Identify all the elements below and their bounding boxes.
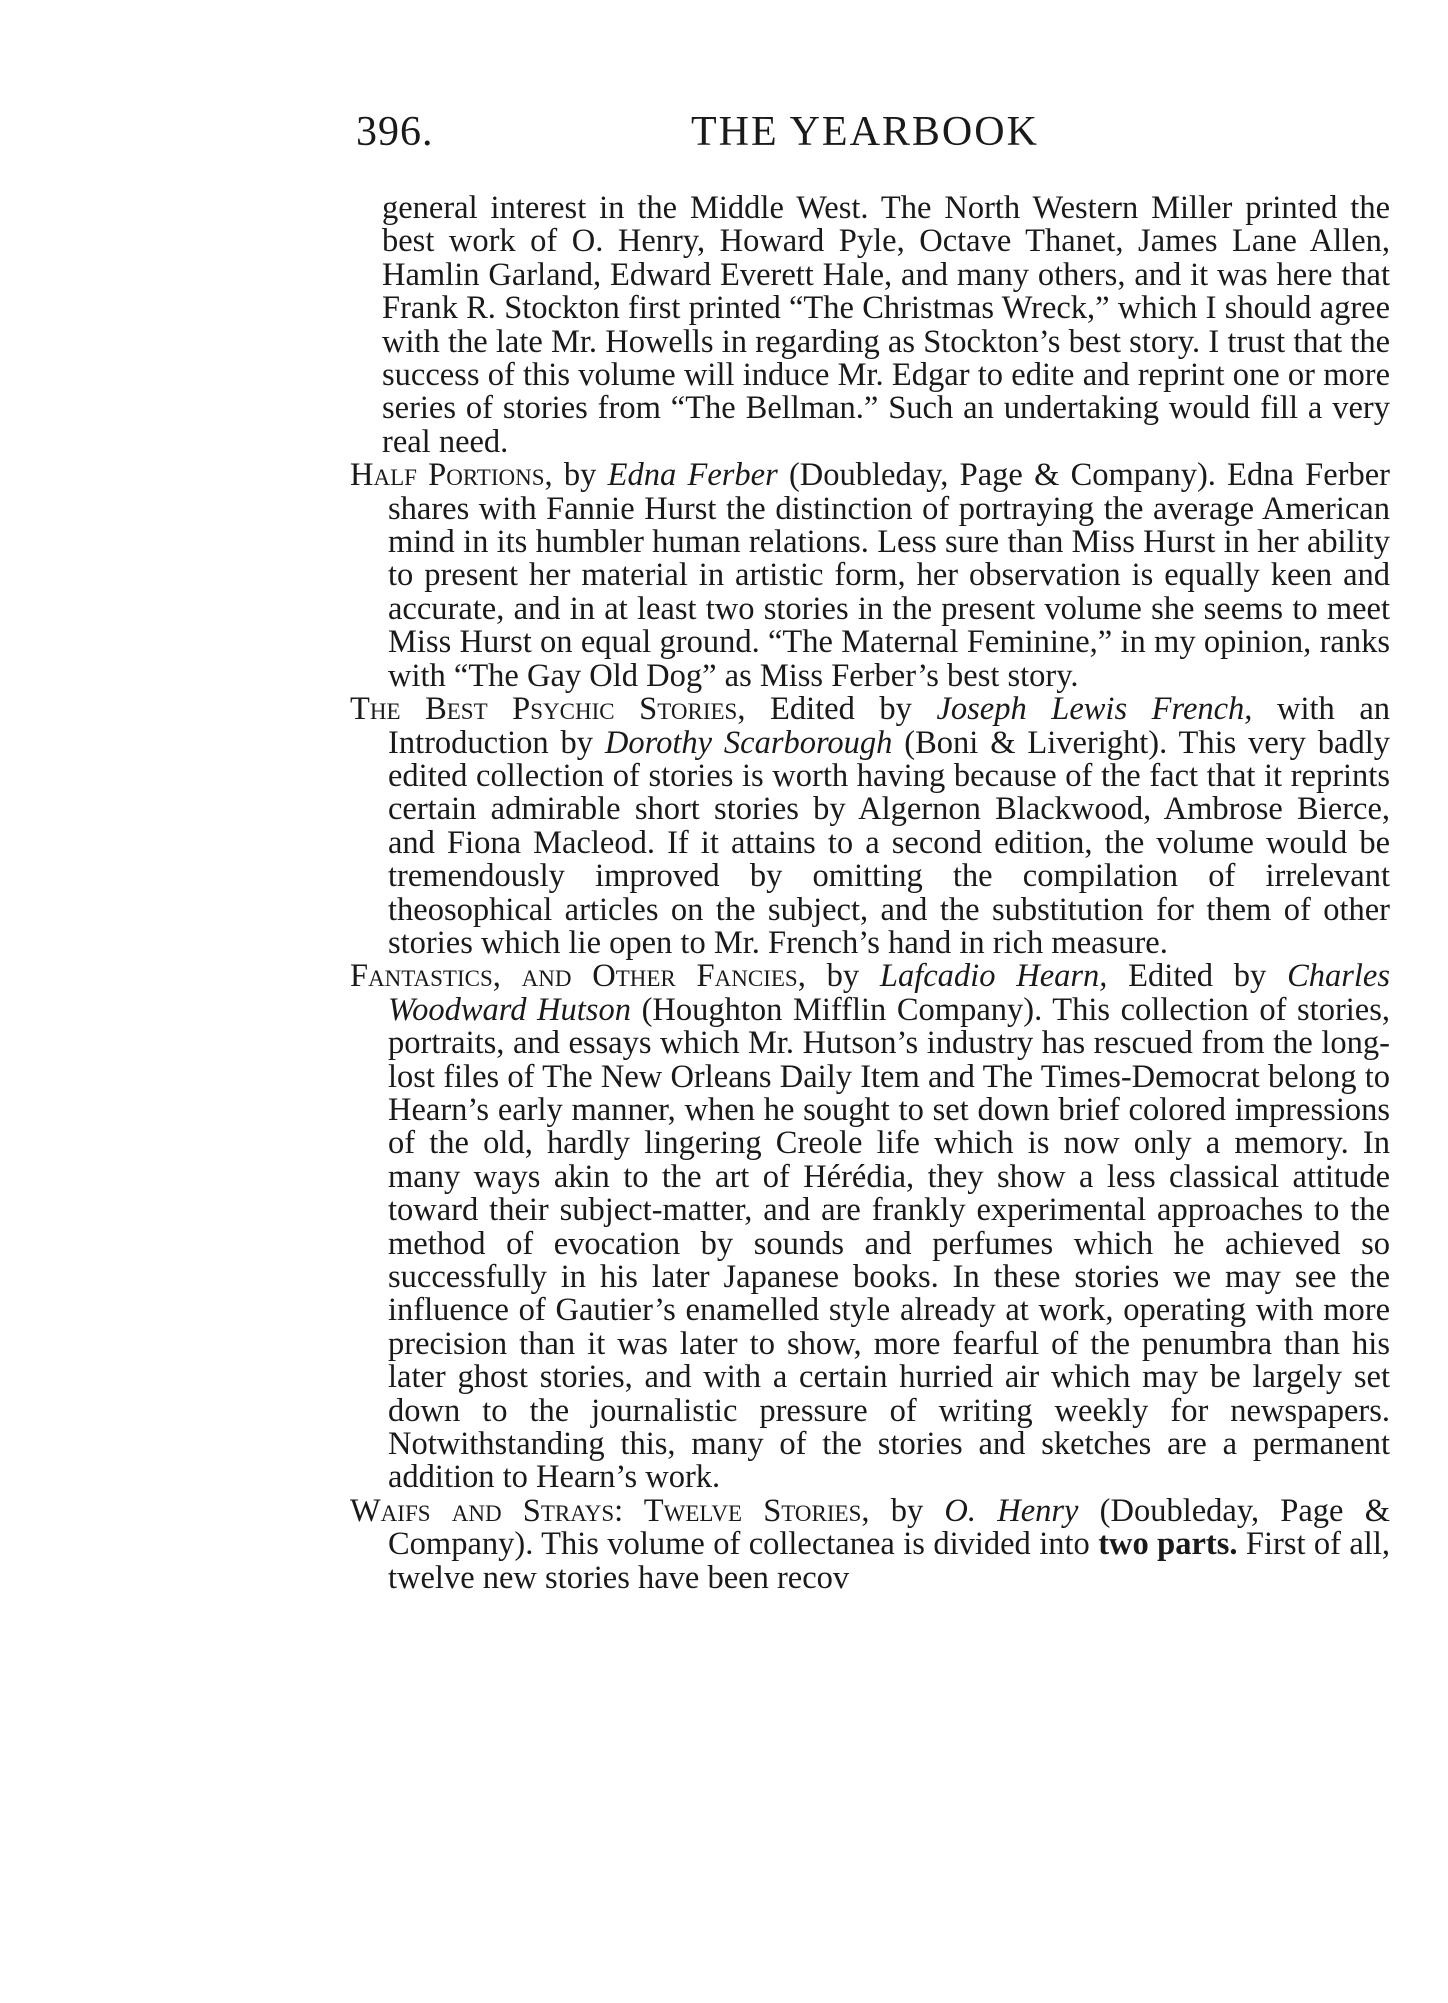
entry-title: Half Portions,: [350, 457, 553, 494]
entry-title: Fantastics, and Other Fancies,: [350, 958, 806, 995]
entry-bold-text: two parts.: [1098, 1526, 1238, 1563]
entry-by: by: [869, 1492, 945, 1529]
entry-editor: Joseph Lewis French,: [936, 691, 1253, 728]
page-body: [350, 192, 1390, 1595]
entry-author: Edna Ferber: [607, 457, 778, 494]
lead-paragraph: general interest in the Middle West. The North Western Miller printed the best work of O. Henry, Howard Pyle, Octave Thanet, James Lane Allen, Hamlin Garland, Edward Everett Hale, and many others, and it was here that Frank R. Stockton first printed “The Christmas Wreck,” which I should agree with the late Mr. Howells in regarding as Stockton’s best story. I trust that the success of this volume will induce Mr. Edgar to edite and reprint one or more series of stories from “The Bellman.” Such an undertaking would fill a very real need.: [382, 190, 1390, 460]
entry-editor: Charles Woodward Hutson: [388, 958, 1391, 1028]
review-entry-fantastics: [350, 960, 1390, 1495]
review-entry-best-psychic-stories: [350, 693, 1390, 960]
entry-tail: First of all, twelve new stories have been recov: [388, 1526, 1390, 1596]
entry-by: by: [552, 457, 608, 494]
entry-body: (Boni & Liveright). This very badly edited collection of stories is worth having because of the fact that it reprints certain admirable short stories by Algernon Blackwood, Ambrose Bierce, and Fiona Macleod. If it attains to a second edition, the volume would be tremendously improved by omitting the compilation of irrelevant theosophical articles on the subject, and the substitution for them of other stories which lie open to Mr. French’s hand in rich measure.: [388, 724, 1390, 961]
entry-edited-by: Edited by: [745, 691, 937, 728]
entry-intro-author: Dorothy Scarborough: [604, 724, 893, 761]
entry-author: O. Henry: [944, 1492, 1079, 1529]
entry-edited-by: Edited by: [1107, 958, 1288, 995]
entry-body: (Doubleday, Page & Company). Edna Ferber shares with Fannie Hurst the distinction of portraying the average American mind in its humbler human relations. Less sure than Miss Hurst in her ability to present her material in artistic form, her observation is equally keen and accurate, and in at least two stories in the present volume she seems to meet Miss Hurst on equal ground. “The Maternal Feminine,” in my opinion, ranks with “The Gay Old Dog” as Miss Ferber’s best story.: [388, 457, 1390, 694]
running-title: THE YEARBOOK: [691, 109, 1039, 155]
review-entry-half-portions: [350, 459, 1390, 693]
page-header: [356, 108, 1056, 168]
review-entry-waifs-and-strays: [350, 1492, 1390, 1596]
entry-body: (Houghton Mifflin Company). This collection of stories, portraits, and essays which Mr. Hutson’s industry has rescued from the long-lost files of The New Orleans Daily Item and The Times-Democrat belong to Hearn’s early manner, when he sought to set down brief colored impressions of the old, hardly lingering Creole life which is now only a memory. In many ways akin to the art of Hérédia, they show a less classical attitude toward their subject-matter, and are frankly experimental approaches to the method of evocation by sounds and perfumes which he achieved so successfully in his later Japanese books. In these stories we may see the influence of Gautier’s enamelled style already at work, operating with more precision than it was later to show, more fearful of the penumbra than his later ghost stories, and with a certain hurried air which may be largely set down to the journalistic pressure of writing weekly for newspapers. Notwithstanding this, many of the stories and sketches are a permanent addition to Hearn’s work.: [388, 991, 1390, 1496]
entry-body: (Doubleday, Page & Company). This volume of collectanea is divided into: [388, 1492, 1390, 1563]
entry-intro-by: with an Introduction by: [388, 691, 1390, 761]
entry-author: Lafcadio Hearn,: [879, 958, 1108, 995]
entry-title: The Best Psychic Stories,: [350, 691, 746, 728]
page-number: 396.: [356, 109, 434, 155]
entry-by: by: [805, 958, 880, 995]
entry-title: Waifs and Strays: Twelve Stories,: [350, 1492, 870, 1529]
